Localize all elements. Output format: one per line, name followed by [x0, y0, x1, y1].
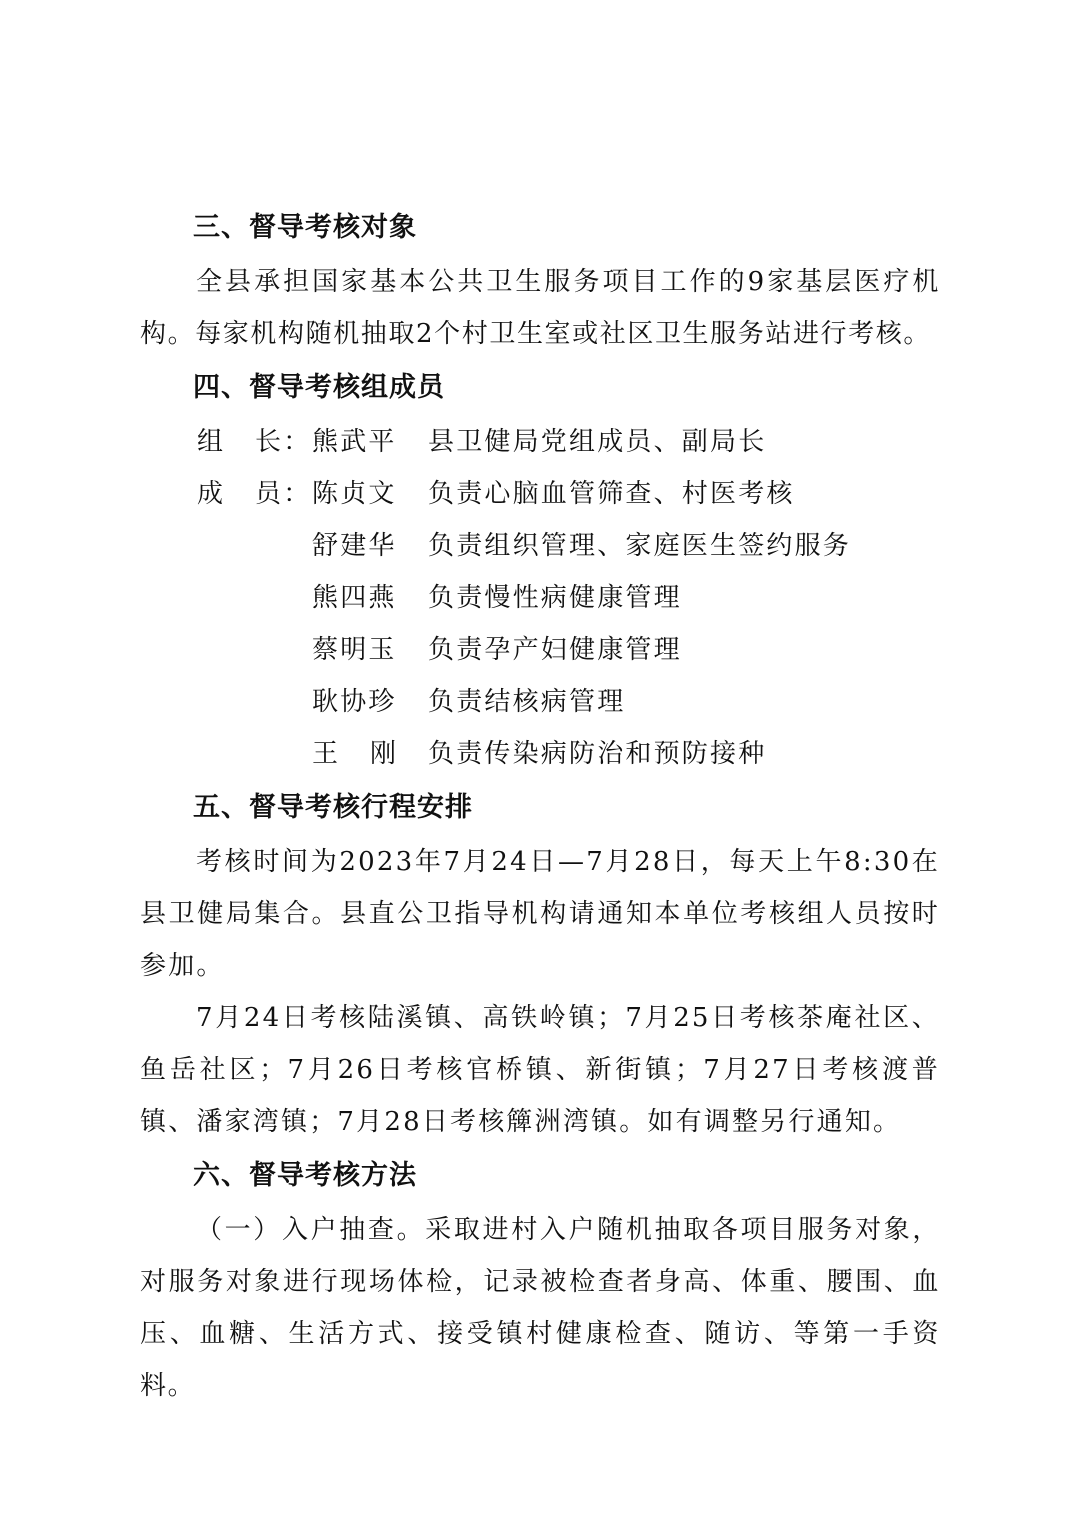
member-name: 熊武平	[312, 427, 397, 457]
member-name: 陈贞文	[312, 479, 397, 509]
member-duty: 负责心脑血管筛查、村医考核	[428, 479, 795, 509]
team-member-row	[140, 572, 940, 624]
member-duty: 负责组织管理、家庭医生签约服务	[428, 531, 852, 561]
member-name: 耿协珍	[312, 687, 397, 717]
section-heading-team: 四、督导考核组成员	[193, 372, 445, 403]
document-page	[140, 200, 940, 1412]
team-member-row: 成 员： 陈贞文 负责心脑血管筛查、村医考核	[140, 468, 940, 520]
member-name: 蔡明玉	[312, 635, 397, 665]
member-duty: 负责孕产妇健康管理	[428, 635, 682, 665]
team-leader-row: 组 长： 熊武平 县卫健局党组成员、副局长	[140, 416, 940, 468]
section-heading-methods: 六、督导考核方法	[193, 1160, 417, 1191]
methods-paragraph: （一）入户抽查。采取进村入户随机抽取各项目服务对象，对服务对象进行现场体检，记录被检查者身高、体重、腰围、血压、血糖、生活方式、接受镇村健康检查、随访、等第一手资料。	[140, 1215, 940, 1401]
section-heading-targets: 三、督导考核对象	[193, 212, 417, 243]
team-member-row	[140, 520, 940, 572]
member-duty: 县卫健局党组成员、副局长	[428, 427, 767, 457]
section-paragraph-targets: 全县承担国家基本公共卫生服务项目工作的9家基层医疗机构。每家机构随机抽取2个村卫生室或社区卫生服务站进行考核。	[140, 267, 940, 349]
member-name: 熊四燕	[312, 583, 397, 613]
schedule-paragraph-dates: 7月24日考核陆溪镇、高铁岭镇；7月25日考核茶庵社区、鱼岳社区；7月26日考核官桥镇、新街镇；7月27日考核渡普镇、潘家湾镇；7月28日考核簰洲湾镇。如有调整另行通知。	[140, 1003, 940, 1137]
team-member-row	[140, 676, 940, 728]
member-duty: 负责传染病防治和预防接种	[428, 739, 767, 769]
team-member-row	[140, 624, 940, 676]
member-duty: 负责慢性病健康管理	[428, 583, 682, 613]
member-duty: 负责结核病管理	[428, 687, 626, 717]
schedule-paragraph-time: 考核时间为2023年7月24日—7月28日，每天上午8:30在县卫健局集合。县直公卫指导机构请通知本单位考核组人员按时参加。	[140, 847, 940, 981]
member-name: 舒建华	[312, 531, 397, 561]
team-member-row: 王 刚 负责传染病防治和预防接种	[140, 728, 940, 780]
section-heading-schedule: 五、督导考核行程安排	[193, 792, 473, 823]
